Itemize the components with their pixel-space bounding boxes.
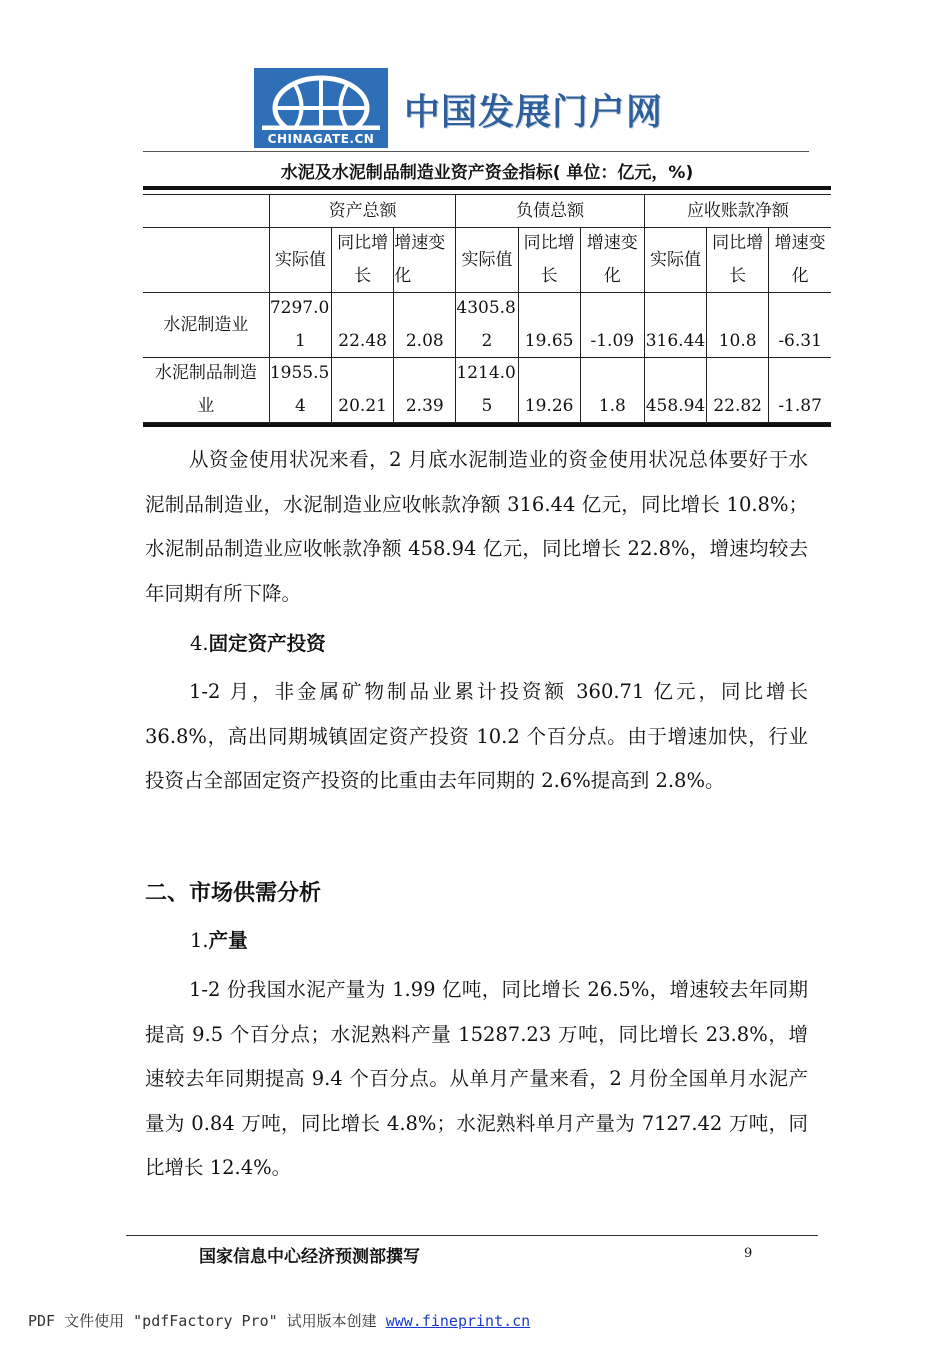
recv-actual: 316.44 xyxy=(644,293,706,358)
asset-yoy: 22.48 xyxy=(332,293,394,358)
debt-speed: -1.09 xyxy=(580,293,644,358)
debt-speed: 1.8 xyxy=(580,358,644,423)
recv-speed: -1.87 xyxy=(769,358,831,423)
globe-emblem-icon xyxy=(254,68,388,148)
paragraph-output: 1-2 份我国水泥产量为 1.99 亿吨，同比增长 26.5%，增速较去年同期提高 9.5 个百分点；水泥熟料产量 15287.23 万吨，同比增长 23.8%，增速较去年同期提高 9.4 个百分点。从单月产量来看，2 月份全国单月水泥产量为 0.84 万吨，同比增长 4.8%；水泥熟料单月产量为 7127.42 万吨，同比增长 12.4%。 xyxy=(145,978,808,1179)
table-title: 水泥及水泥制品制造业资产资金指标( 单位：亿元，%) xyxy=(280,163,694,183)
heading-output: 1.产量 xyxy=(190,929,248,952)
table-top-rule xyxy=(143,186,831,190)
asset-speed: 2.39 xyxy=(394,358,456,423)
asset-yoy: 20.21 xyxy=(332,358,394,423)
row-name: 水泥制品制造 业 xyxy=(143,358,269,423)
recv-yoy: 10.8 xyxy=(707,293,769,358)
asset-actual: 7297.0 1 xyxy=(269,293,331,358)
corner-cell xyxy=(143,195,269,228)
recv-speed: -6.31 xyxy=(769,293,831,358)
group-debt: 负债总额 xyxy=(456,195,645,228)
subheader-yoy: 同比增 长 xyxy=(332,228,394,293)
table-bottom-rule xyxy=(143,423,831,427)
subheader-actual: 实际值 xyxy=(644,228,706,293)
section-heading: 二、市场供需分析 xyxy=(145,881,322,906)
group-asset: 资产总额 xyxy=(269,195,456,228)
debt-actual: 4305.8 2 xyxy=(456,293,518,358)
asset-actual: 1955.5 4 xyxy=(269,358,331,423)
subheader-actual: 实际值 xyxy=(456,228,518,293)
group-receivable: 应收账款净额 xyxy=(644,195,831,228)
debt-yoy: 19.65 xyxy=(518,293,580,358)
subheader-actual: 实际值 xyxy=(269,228,331,293)
page-number: 9 xyxy=(744,1246,753,1261)
subheader-speed: 增速变 化 xyxy=(769,228,831,293)
footer-divider xyxy=(126,1235,818,1236)
logo-caption: CHINAGATE.CN xyxy=(267,132,375,146)
recv-actual: 458.94 xyxy=(644,358,706,423)
footer-org: 国家信息中心经济预测部撰写 xyxy=(199,1247,420,1267)
site-logo xyxy=(254,68,694,148)
recv-yoy: 22.82 xyxy=(707,358,769,423)
subheader-speed: 增速变 化 xyxy=(580,228,644,293)
logo-title: 中国发展门户网 xyxy=(404,92,664,133)
corner-cell xyxy=(143,228,269,293)
paragraph-investment: 1-2 月，非金属矿物制品业累计投资额 360.71 亿元，同比增长 36.8%，高出同期城镇固定资产投资 10.2 个百分点。由于增速加快，行业投资占全部固定资产投资的比重由去年同期的 2.6%提高到 2.8%。 xyxy=(145,680,808,792)
subheader-yoy: 同比增 长 xyxy=(518,228,580,293)
header-divider xyxy=(143,151,809,152)
table-row xyxy=(143,293,831,358)
subheader-yoy: 同比增 长 xyxy=(707,228,769,293)
heading-fixed-investment: 4.固定资产投资 xyxy=(190,632,326,655)
subheader-speed: 增速变 化 xyxy=(394,228,456,293)
asset-indicator-table xyxy=(143,194,831,423)
debt-actual: 1214.0 5 xyxy=(456,358,518,423)
paragraph-funds: 从资金使用状况来看，2 月底水泥制造业的资金使用状况总体要好于水泥制品制造业，水泥制造业应收帐款净额 316.44 亿元，同比增长 10.8%；水泥制品制造业应收帐款净额 458.94 亿元，同比增长 22.8%，增速均较去年同期有所下降。 xyxy=(145,448,808,605)
debt-yoy: 19.26 xyxy=(518,358,580,423)
table-row xyxy=(143,358,831,423)
pdf-creator-note: PDF 文件使用 "pdfFactory Pro" 试用版本创建 www.fineprint.cn xyxy=(28,1312,531,1330)
row-name: 水泥制造业 xyxy=(143,293,269,358)
fineprint-link[interactable]: www.fineprint.cn xyxy=(385,1312,531,1330)
asset-speed: 2.08 xyxy=(394,293,456,358)
